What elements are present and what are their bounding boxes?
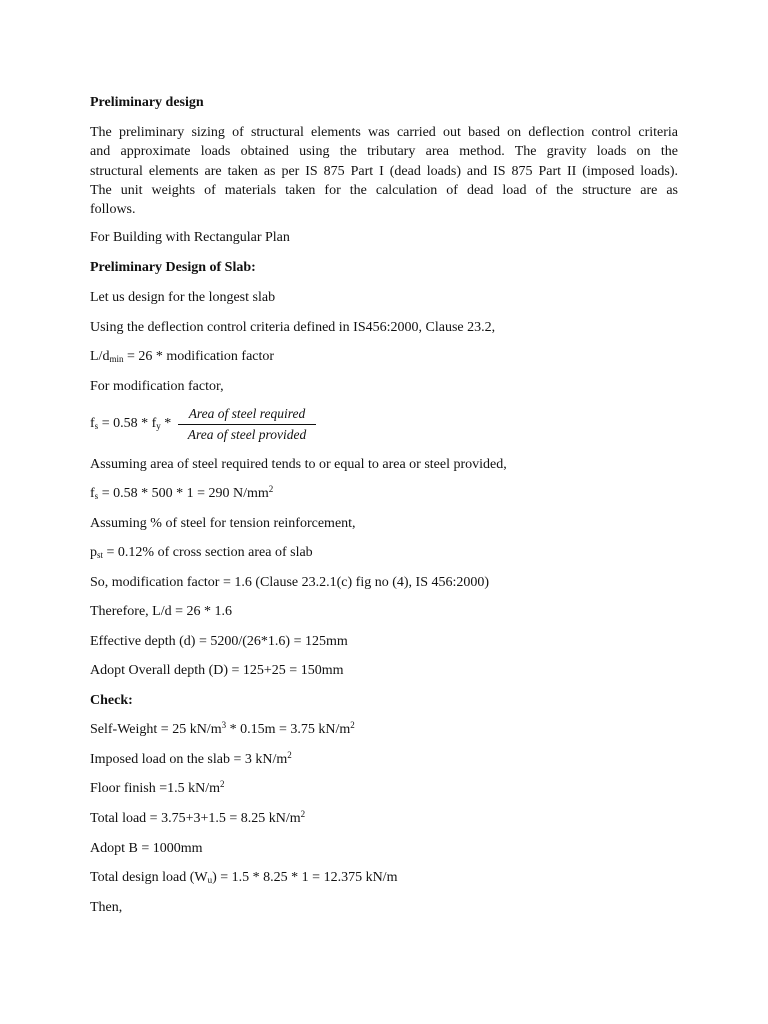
total-load-line [90,810,305,828]
slab-heading: Preliminary Design of Slab: [90,260,256,275]
intro-paragraph [90,123,678,219]
fs-subscript: s [94,491,99,501]
overall-depth-line: Adopt Overall depth (D) = 125+25 = 150mm [90,663,344,678]
unit-superscript: 2 [300,809,306,819]
so-modification-line: So, modification factor = 1.6 (Clause 23.2.1(c) fig no (4), IS 456:2000) [90,575,490,590]
intro-line: follows. [90,202,136,218]
unit-superscript: 2 [220,779,225,789]
self-weight-text: * 0.15m = 3.75 kN/m [226,722,351,737]
ld-formula [90,348,274,366]
ld-subscript: min [109,354,124,364]
pst-line [90,544,313,562]
fraction-numerator: Area of steel required [188,406,306,421]
then-line: Then, [90,900,123,915]
fs-subscript: s [94,421,99,431]
fs-text: f [90,416,95,431]
assume-area-line: Assuming area of steel required tends to or equal to area or steel provided, [90,457,507,472]
fs-text: = 0.58 * 500 * 1 = 290 N/mm [98,486,269,501]
self-weight-line [90,721,355,739]
intro-line: and approximate loads obtained using the tributary area method. The gravity loads on the [90,144,678,160]
ld-text: = 26 * modification factor [123,349,275,364]
adopt-b-line: Adopt B = 1000mm [90,841,203,856]
design-load-text: ) = 1.5 * 8.25 * 1 = 12.375 kN/m [212,870,398,885]
imposed-load-text: Imposed load on the slab = 3 kN/m [90,752,288,767]
pst-subscript: st [97,550,104,560]
fs-text: * [160,416,172,431]
modification-factor-line: For modification factor, [90,379,224,394]
ld-text: L/d [90,349,110,364]
unit-superscript: 2 [268,484,274,494]
unit-superscript: 2 [287,750,292,760]
intro-line: The unit weights of materials taken for the calculation of dead load of the structure are as [90,182,678,198]
intro-line: The preliminary sizing of structural elements was carried out based on deflection control criteria [90,125,678,140]
fs-value-line [90,485,273,503]
design-load-text: Total design load (W [90,870,208,885]
pst-text: p [90,545,97,560]
floor-finish-text: Floor finish =1.5 kN/m [90,781,221,796]
section-heading: Preliminary design [90,95,204,110]
unit-superscript: 2 [350,720,355,730]
check-heading: Check: [90,693,133,708]
longest-slab-line: Let us design for the longest slab [90,290,276,305]
fs-text: = 0.58 * f [98,416,157,431]
fs-text: f [90,486,95,501]
fraction-denominator: Area of steel provided [187,427,307,442]
therefore-line: Therefore, L/d = 26 * 1.6 [90,604,233,619]
floor-finish-line [90,780,225,798]
design-load-line [90,869,397,887]
unit-superscript: 3 [221,720,227,730]
fs-formula [90,415,171,433]
assume-pct-line: Assuming % of steel for tension reinforcement, [90,516,356,531]
imposed-load-line [90,751,292,769]
fraction-bar [178,424,316,425]
self-weight-text: Self-Weight = 25 kN/m [90,722,222,737]
wu-subscript: u [207,875,213,885]
plan-line: For Building with Rectangular Plan [90,230,290,245]
fy-subscript: y [156,421,161,431]
effective-depth-line: Effective depth (d) = 5200/(26*1.6) = 125mm [90,634,348,649]
pst-text: = 0.12% of cross section area of slab [103,545,313,560]
steel-ratio-fraction [178,405,316,444]
intro-line: structural elements are taken as per IS 875 Part I (dead loads) and IS 875 Part II (imposed loads). [90,163,678,179]
deflection-criteria-line: Using the deflection control criteria defined in IS456:2000, Clause 23.2, [90,320,496,335]
total-load-text: Total load = 3.75+3+1.5 = 8.25 kN/m [90,811,301,826]
